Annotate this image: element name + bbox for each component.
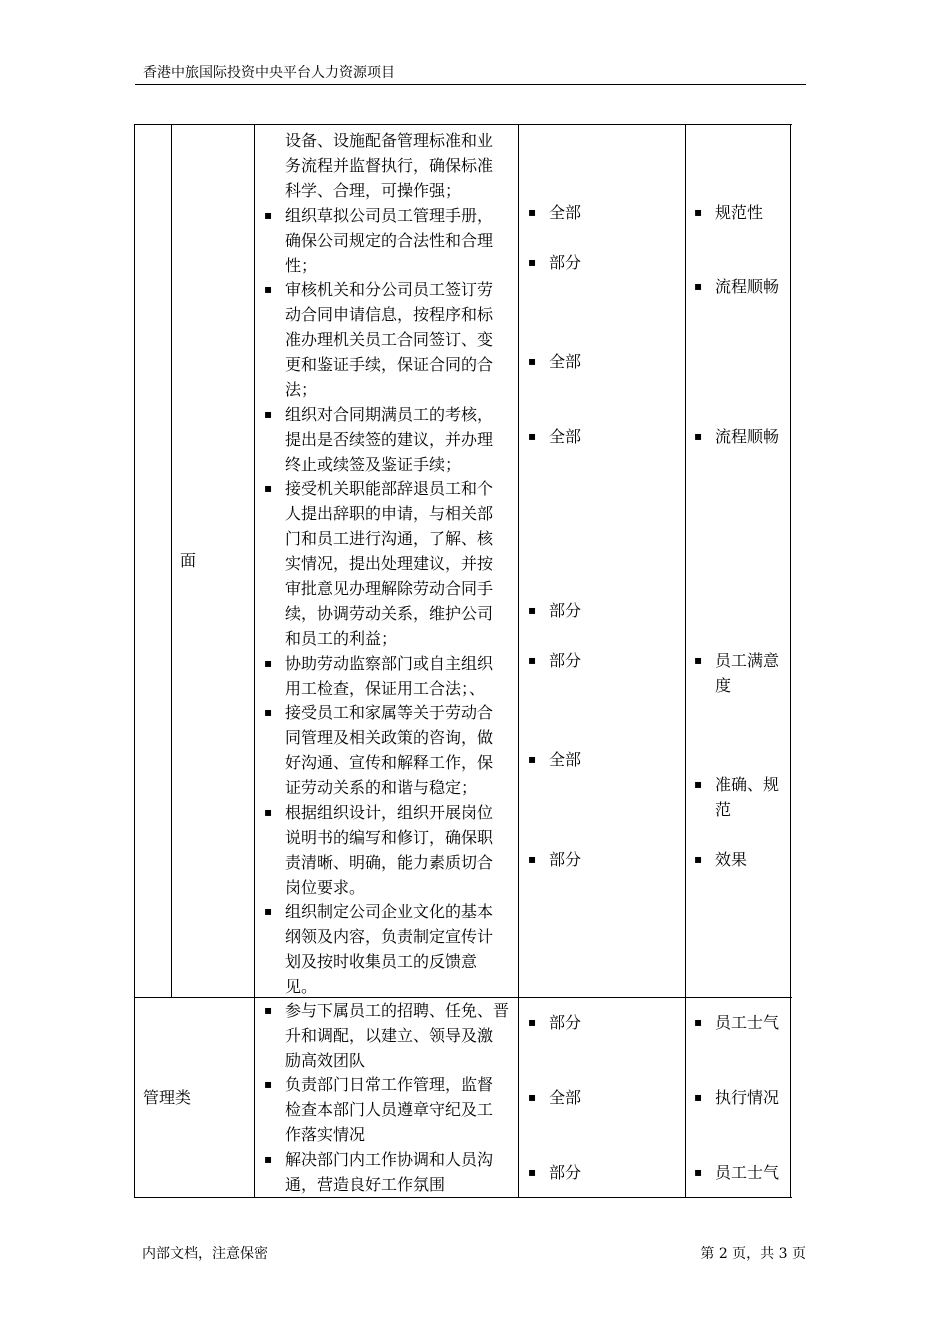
criteria-item: ▪ 准确、规 <box>715 772 779 797</box>
duty-line: 更和鉴证手续，保证合同的合 <box>285 355 494 374</box>
authority-item: ▪ 全部 <box>549 747 581 772</box>
header-rule <box>135 84 806 85</box>
criteria-item: 度 <box>715 676 732 695</box>
table-left-border <box>134 124 135 1198</box>
authority-item: ▪ 部分 <box>549 598 581 623</box>
duty-line: 见。 <box>285 977 318 996</box>
duty-line: 实情况，提出处理建议，并按 <box>285 554 494 573</box>
authority-item: ▪ 部分 <box>549 250 581 275</box>
criteria-item: 范 <box>715 800 732 819</box>
duty-line: 作落实情况 <box>285 1125 366 1144</box>
authority-item: ▪ 全部 <box>549 1085 581 1110</box>
duty-line: 确保公司规定的合法性和合理 <box>285 231 494 250</box>
duty-line: 动合同申请信息，按程序和标 <box>285 305 494 324</box>
authority-item: ▪ 部分 <box>549 1010 581 1035</box>
table-col-divider <box>685 124 686 1198</box>
duty-line: 划及按时收集员工的反馈意 <box>285 952 478 971</box>
duty-line: 续，协调劳动关系，维护公司 <box>285 604 494 623</box>
duty-line: 用工检查，保证用工合法；、 <box>285 679 486 698</box>
duty-line: 证劳动关系的和谐与稳定； <box>285 778 478 797</box>
duty-line: 岗位要求。 <box>285 878 366 897</box>
table-top-border <box>134 124 792 125</box>
duty-line: 提出是否续签的建议，并办理 <box>285 430 494 449</box>
duty-line: ▪ 负责部门日常工作管理，监督 <box>285 1072 493 1097</box>
criteria-item: ▪ 员工士气 <box>715 1010 779 1035</box>
duty-line: ▪ 审核机关和分公司员工签订劳 <box>285 277 493 302</box>
duty-line: ▪ 组织制定公司企业文化的基本 <box>285 899 493 924</box>
duty-line: ▪ 参与下属员工的招聘、任免、晋 <box>285 998 509 1023</box>
duty-line: 同管理及相关政策的咨询，做 <box>285 728 494 747</box>
duty-line: 责清晰、明确，能力素质切合 <box>285 853 494 872</box>
criteria-item: ▪ 流程顺畅 <box>715 274 779 299</box>
duty-line: 说明书的编写和修订，确保职 <box>285 828 494 847</box>
footer-page-number: 第 2 页，共 3 页 <box>700 1246 806 1262</box>
duty-line: ▪ 接受员工和家属等关于劳动合 <box>285 700 493 725</box>
table-bottom-border <box>134 1197 792 1198</box>
duty-line: ▪ 接受机关职能部辞退员工和个 <box>285 476 493 501</box>
duty-line: 审批意见办理解除劳动合同手 <box>285 579 494 598</box>
authority-item: ▪ 部分 <box>549 1160 581 1185</box>
duty-line: 准办理机关员工合同签订、变 <box>285 330 494 349</box>
authority-item: ▪ 全部 <box>549 349 581 374</box>
duty-line: 务流程并监督执行，确保标准 <box>285 156 494 175</box>
duty-line: 好沟通、宣传和解释工作，保 <box>285 753 494 772</box>
duty-line: ▪ 解决部门内工作协调和人员沟 <box>285 1147 493 1172</box>
criteria-item: ▪ 员工满意 <box>715 648 779 673</box>
duty-line: 设备、设施配备管理标准和业 <box>285 131 494 150</box>
duty-line: 励高效团队 <box>285 1051 366 1070</box>
table-col-divider <box>254 124 255 1198</box>
authority-item: ▪ 全部 <box>549 200 581 225</box>
table-col-divider <box>518 124 519 1198</box>
duty-line: 纲领及内容，负责制定宣传计 <box>285 927 494 946</box>
criteria-item: ▪ 员工士气 <box>715 1160 779 1185</box>
duty-line: 门和员工进行沟通，了解、核 <box>285 529 494 548</box>
duty-line: ▪ 组织草拟公司员工管理手册， <box>285 203 493 228</box>
authority-item: ▪ 全部 <box>549 424 581 449</box>
duty-line: ▪ 根据组织设计，组织开展岗位 <box>285 800 493 825</box>
criteria-item: ▪ 流程顺畅 <box>715 424 779 449</box>
duty-line: 终止或续签及鉴证手续； <box>285 455 462 474</box>
category-label: 面 <box>180 551 197 570</box>
duty-line: 人提出辞职的申请，与相关部 <box>285 504 494 523</box>
duty-line: ▪ 协助劳动监察部门或自主组织 <box>285 651 493 676</box>
table-inner-divider <box>171 124 172 998</box>
criteria-item: ▪ 执行情况 <box>715 1085 779 1110</box>
authority-item: ▪ 部分 <box>549 648 581 673</box>
duty-line: 科学、合理，可操作强； <box>285 181 462 200</box>
duty-line: ▪ 组织对合同期满员工的考核， <box>285 402 493 427</box>
duty-line: 法； <box>285 380 318 399</box>
table-right-border <box>790 124 791 1198</box>
duty-line: 性； <box>285 256 318 275</box>
authority-item: ▪ 部分 <box>549 847 581 872</box>
footer-confidential-note: 内部文档，注意保密 <box>142 1246 268 1262</box>
duty-line: 升和调配，以建立、领导及激 <box>285 1026 494 1045</box>
criteria-item: ▪ 规范性 <box>715 200 763 225</box>
duty-line: 通，营造良好工作氛围 <box>285 1175 446 1194</box>
duty-line: 和员工的利益； <box>285 629 398 648</box>
category-label: 管理类 <box>143 1088 192 1107</box>
duty-line: 检查本部门人员遵章守纪及工 <box>285 1100 494 1119</box>
criteria-item: ▪ 效果 <box>715 847 747 872</box>
page-header-title: 香港中旅国际投资中央平台人力资源项目 <box>143 65 395 81</box>
